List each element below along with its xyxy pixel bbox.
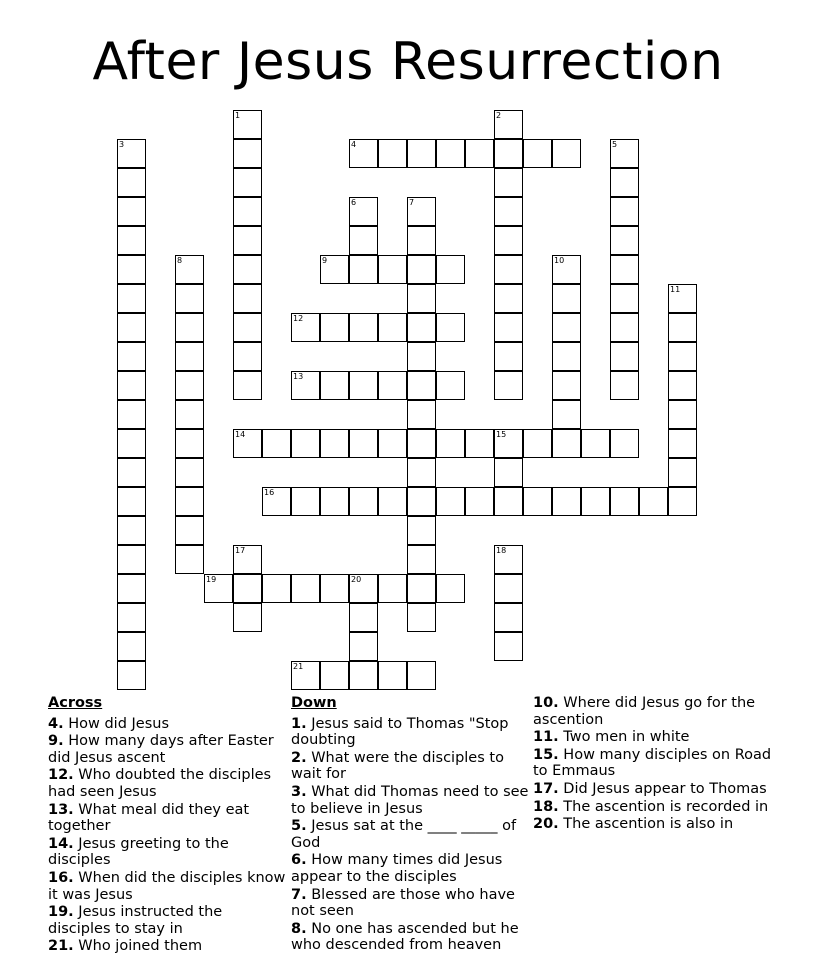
clue-item: [533, 781, 773, 798]
grid-cell[interactable]: [320, 487, 349, 516]
grid-cell[interactable]: [349, 487, 378, 516]
grid-cell[interactable]: [494, 197, 523, 226]
clue-item-text: Jesus sat at the ____ _____ of God: [291, 818, 517, 851]
clue-item: [533, 747, 773, 780]
grid-cell[interactable]: [320, 255, 349, 284]
grid-cell[interactable]: [349, 313, 378, 342]
grid-cell[interactable]: [436, 255, 465, 284]
clue-item: [48, 938, 288, 955]
grid-cell[interactable]: [552, 284, 581, 313]
grid-cell[interactable]: [552, 371, 581, 400]
grid-cell[interactable]: [639, 487, 668, 516]
down-heading: Down: [291, 695, 337, 711]
down-clues-continued: [533, 695, 773, 834]
clue-item: [291, 887, 531, 920]
grid-cell[interactable]: [175, 371, 204, 400]
clue-number: 10: [554, 256, 565, 265]
grid-cell[interactable]: [610, 197, 639, 226]
grid-cell[interactable]: [407, 313, 436, 342]
grid-cell[interactable]: [378, 313, 407, 342]
grid-cell[interactable]: [320, 429, 349, 458]
clue-item-number: 5.: [291, 818, 307, 835]
clue-item-text: Jesus instructed the disciples to stay in: [48, 904, 223, 937]
grid-cell[interactable]: [494, 313, 523, 342]
grid-cell[interactable]: [465, 429, 494, 458]
grid-cell[interactable]: [233, 139, 262, 168]
grid-cell[interactable]: [175, 342, 204, 371]
grid-cell[interactable]: [233, 110, 262, 139]
grid-cell[interactable]: [291, 574, 320, 603]
grid-cell[interactable]: [175, 284, 204, 313]
clue-item: [48, 733, 288, 766]
clue-number: 18: [496, 546, 507, 555]
clue-number: 15: [496, 430, 507, 439]
grid-cell[interactable]: [494, 458, 523, 487]
clue-item-number: 15.: [533, 746, 559, 763]
down-clue-list: [291, 716, 531, 954]
grid-cell[interactable]: [117, 429, 146, 458]
grid-cell[interactable]: [117, 313, 146, 342]
grid-cell[interactable]: [407, 458, 436, 487]
grid-cell[interactable]: [523, 139, 552, 168]
grid-cell[interactable]: [407, 429, 436, 458]
grid-cell[interactable]: [320, 661, 349, 690]
grid-cell[interactable]: [494, 371, 523, 400]
clue-number: 19: [206, 575, 217, 584]
clue-item-number: 2.: [291, 749, 307, 766]
grid-cell[interactable]: [552, 429, 581, 458]
grid-cell[interactable]: [349, 429, 378, 458]
grid-cell[interactable]: [552, 342, 581, 371]
grid-cell[interactable]: [320, 313, 349, 342]
grid-cell[interactable]: [349, 603, 378, 632]
grid-cell[interactable]: [668, 458, 697, 487]
clue-item: [291, 818, 531, 851]
grid-cell[interactable]: [117, 487, 146, 516]
grid-cell[interactable]: [175, 458, 204, 487]
grid-cell[interactable]: [494, 255, 523, 284]
grid-cell[interactable]: [610, 313, 639, 342]
grid-cell[interactable]: [378, 487, 407, 516]
grid-cell[interactable]: [349, 371, 378, 400]
grid-cell[interactable]: [117, 400, 146, 429]
grid-cell[interactable]: [233, 371, 262, 400]
grid-cell[interactable]: [349, 255, 378, 284]
clue-number: 4: [351, 140, 357, 149]
grid-cell[interactable]: [233, 429, 262, 458]
grid-cell[interactable]: [465, 139, 494, 168]
grid-cell[interactable]: [291, 487, 320, 516]
clue-item-text: Jesus greeting to the disciples: [48, 835, 229, 869]
clue-item-number: 13.: [48, 801, 74, 818]
grid-cell[interactable]: [233, 284, 262, 313]
grid-cell[interactable]: [610, 342, 639, 371]
clue-number: 11: [670, 285, 681, 294]
across-clues: [48, 695, 288, 956]
across-clue-list: [48, 716, 288, 955]
clue-item-text: What meal did they eat together: [48, 801, 250, 835]
clue-item-number: 18.: [533, 798, 559, 815]
grid-cell[interactable]: [610, 487, 639, 516]
grid-cell[interactable]: [349, 139, 378, 168]
grid-cell[interactable]: [494, 429, 523, 458]
clue-item-text: How many disciples on Road to Emmaus: [533, 746, 772, 780]
clue-item-text: No one has ascended but he who descended from heaven: [291, 920, 519, 954]
grid-cell[interactable]: [262, 429, 291, 458]
grid-cell[interactable]: [233, 545, 262, 574]
grid-cell[interactable]: [610, 371, 639, 400]
grid-cell[interactable]: [407, 603, 436, 632]
grid-cell[interactable]: [175, 487, 204, 516]
grid-cell[interactable]: [668, 487, 697, 516]
grid-cell[interactable]: [552, 255, 581, 284]
grid-cell[interactable]: [349, 197, 378, 226]
grid-cell[interactable]: [175, 400, 204, 429]
grid-cell[interactable]: [233, 226, 262, 255]
grid-cell[interactable]: [610, 255, 639, 284]
grid-cell[interactable]: [320, 371, 349, 400]
clue-item-number: 9.: [48, 733, 64, 750]
grid-cell[interactable]: [117, 197, 146, 226]
grid-cell[interactable]: [407, 661, 436, 690]
clue-item: [533, 816, 773, 833]
grid-cell[interactable]: [233, 603, 262, 632]
grid-cell[interactable]: [291, 371, 320, 400]
grid-cell[interactable]: [117, 255, 146, 284]
clue-item-text: The ascention is also in: [558, 816, 734, 833]
grid-cell[interactable]: [117, 226, 146, 255]
clue-number: 5: [612, 140, 618, 149]
clue-item-text: What did Thomas need to see to believe in Jesus: [291, 783, 529, 817]
grid-cell[interactable]: [349, 632, 378, 661]
grid-cell[interactable]: [204, 574, 233, 603]
clue-item-text: How did Jesus: [63, 715, 170, 732]
grid-cell[interactable]: [407, 342, 436, 371]
grid-cell[interactable]: [668, 429, 697, 458]
clue-item: [48, 802, 288, 835]
clue-item-number: 12.: [48, 767, 74, 784]
clue-item-text: How many days after Easter did Jesus ascent: [48, 733, 274, 766]
grid-cell[interactable]: [465, 487, 494, 516]
grid-cell[interactable]: [610, 429, 639, 458]
clue-item-number: 19.: [48, 904, 74, 921]
grid-cell[interactable]: [407, 400, 436, 429]
grid-cell[interactable]: [668, 313, 697, 342]
clue-number: 14: [235, 430, 246, 439]
clue-item-text: Who joined them: [73, 938, 203, 955]
clue-item-number: 6.: [291, 852, 307, 869]
clue-item: [48, 716, 288, 733]
grid-cell[interactable]: [117, 632, 146, 661]
grid-cell[interactable]: [233, 313, 262, 342]
grid-cell[interactable]: [233, 342, 262, 371]
clue-number: 7: [409, 198, 415, 207]
grid-cell[interactable]: [349, 661, 378, 690]
clue-number: 1: [235, 111, 241, 120]
clue-item: [291, 716, 531, 749]
grid-cell[interactable]: [233, 255, 262, 284]
grid-cell[interactable]: [378, 661, 407, 690]
clue-item-text: The ascention is recorded in: [558, 798, 769, 815]
grid-cell[interactable]: [407, 255, 436, 284]
grid-cell[interactable]: [291, 661, 320, 690]
grid-cell[interactable]: [523, 487, 552, 516]
clue-item: [48, 870, 288, 903]
grid-cell[interactable]: [610, 168, 639, 197]
grid-cell[interactable]: [494, 603, 523, 632]
grid-cell[interactable]: [436, 139, 465, 168]
grid-cell[interactable]: [610, 226, 639, 255]
grid-cell[interactable]: [436, 313, 465, 342]
grid-cell[interactable]: [436, 429, 465, 458]
grid-cell[interactable]: [668, 342, 697, 371]
clue-number: 9: [322, 256, 328, 265]
grid-cell[interactable]: [349, 574, 378, 603]
grid-cell[interactable]: [117, 603, 146, 632]
grid-cell[interactable]: [175, 313, 204, 342]
clue-item: [533, 799, 773, 816]
grid-cell[interactable]: [494, 139, 523, 168]
grid-cell[interactable]: [117, 545, 146, 574]
clue-item-number: 21.: [48, 938, 74, 955]
puzzle-title: After Jesus Resurrection: [92, 32, 724, 92]
clue-item: [291, 921, 531, 954]
grid-cell[interactable]: [668, 371, 697, 400]
grid-cell[interactable]: [494, 487, 523, 516]
clue-number: 20: [351, 575, 362, 584]
grid-cell[interactable]: [291, 313, 320, 342]
grid-cell[interactable]: [407, 284, 436, 313]
clue-item: [533, 729, 773, 746]
clue-item-text: Where did Jesus go for the ascention: [533, 695, 756, 728]
clue-item-text: Two men in white: [558, 729, 690, 746]
clue-item-number: 3.: [291, 783, 307, 800]
grid-cell[interactable]: [494, 284, 523, 313]
grid-cell[interactable]: [378, 574, 407, 603]
grid-cell[interactable]: [494, 632, 523, 661]
grid-cell[interactable]: [407, 545, 436, 574]
clue-item-text: How many times did Jesus appear to the disciples: [291, 852, 503, 885]
clue-item: [291, 784, 531, 817]
grid-cell[interactable]: [494, 226, 523, 255]
clue-item-number: 11.: [533, 729, 559, 746]
clue-item-number: 8.: [291, 920, 307, 937]
grid-cell[interactable]: [436, 487, 465, 516]
clue-item-number: 20.: [533, 816, 559, 833]
clue-item-text: When did the disciples know it was Jesus: [48, 869, 286, 903]
grid-cell[interactable]: [668, 400, 697, 429]
clue-item-number: 7.: [291, 886, 307, 903]
grid-cell[interactable]: [407, 226, 436, 255]
grid-cell[interactable]: [494, 342, 523, 371]
grid-cell[interactable]: [436, 371, 465, 400]
grid-cell[interactable]: [233, 168, 262, 197]
grid-cell[interactable]: [117, 574, 146, 603]
clue-item-text: Did Jesus appear to Thomas: [558, 780, 767, 797]
clue-item: [48, 836, 288, 869]
grid-cell[interactable]: [320, 574, 349, 603]
grid-cell[interactable]: [117, 139, 146, 168]
grid-cell[interactable]: [523, 429, 552, 458]
grid-cell[interactable]: [581, 487, 610, 516]
clue-item-number: 17.: [533, 780, 559, 797]
grid-cell[interactable]: [407, 371, 436, 400]
grid-cell[interactable]: [610, 139, 639, 168]
grid-cell[interactable]: [117, 168, 146, 197]
clue-item-number: 10.: [533, 695, 559, 711]
grid-cell[interactable]: [175, 545, 204, 574]
grid-cell[interactable]: [494, 574, 523, 603]
clue-item-text: Blessed are those who have not seen: [291, 886, 515, 920]
clue-number: 17: [235, 546, 246, 555]
grid-cell[interactable]: [552, 487, 581, 516]
grid-cell[interactable]: [175, 429, 204, 458]
grid-cell[interactable]: [494, 545, 523, 574]
clue-item-number: 4.: [48, 715, 64, 732]
grid-cell[interactable]: [117, 458, 146, 487]
grid-cell[interactable]: [291, 429, 320, 458]
grid-cell[interactable]: [407, 487, 436, 516]
grid-cell[interactable]: [262, 574, 291, 603]
grid-cell[interactable]: [378, 429, 407, 458]
grid-cell[interactable]: [117, 284, 146, 313]
grid-cell[interactable]: [407, 197, 436, 226]
clue-item-text: What were the disciples to wait for: [291, 749, 504, 783]
grid-cell[interactable]: [233, 197, 262, 226]
grid-cell[interactable]: [552, 400, 581, 429]
across-heading: Across: [48, 695, 103, 711]
clue-number: 13: [293, 372, 304, 381]
grid-cell[interactable]: [349, 226, 378, 255]
clue-item-text: Jesus said to Thomas "Stop doubting: [291, 715, 509, 749]
clue-number: 3: [119, 140, 125, 149]
grid-cell[interactable]: [117, 342, 146, 371]
grid-cell[interactable]: [378, 371, 407, 400]
clue-number: 2: [496, 111, 502, 120]
grid-cell[interactable]: [175, 255, 204, 284]
down-clues: [291, 695, 531, 955]
grid-cell[interactable]: [378, 139, 407, 168]
clue-item-text: Who doubted the disciples had seen Jesus: [48, 767, 272, 800]
grid-cell[interactable]: [436, 574, 465, 603]
grid-cell[interactable]: [610, 284, 639, 313]
clue-item-number: 16.: [48, 869, 74, 886]
clue-number: 6: [351, 198, 357, 207]
grid-cell[interactable]: [494, 168, 523, 197]
clue-item: [533, 695, 773, 728]
grid-cell[interactable]: [117, 661, 146, 690]
grid-cell[interactable]: [407, 516, 436, 545]
clue-number: 16: [264, 488, 275, 497]
grid-cell[interactable]: [117, 516, 146, 545]
clue-item: [291, 852, 531, 885]
grid-cell[interactable]: [262, 487, 291, 516]
grid-cell[interactable]: [407, 139, 436, 168]
clue-item: [48, 904, 288, 937]
clue-item: [48, 767, 288, 800]
clue-number: 21: [293, 662, 304, 671]
clue-item: [291, 750, 531, 783]
clue-number: 12: [293, 314, 304, 323]
clue-item-number: 1.: [291, 715, 307, 732]
down-clue-list-continued: [533, 695, 773, 833]
grid-cell[interactable]: [117, 371, 146, 400]
clue-item-number: 14.: [48, 835, 74, 852]
grid-cell[interactable]: [552, 313, 581, 342]
grid-cell[interactable]: [494, 110, 523, 139]
grid-cell[interactable]: [552, 139, 581, 168]
grid-cell[interactable]: [175, 516, 204, 545]
grid-cell[interactable]: [378, 255, 407, 284]
grid-cell[interactable]: [407, 574, 436, 603]
grid-cell[interactable]: [233, 574, 262, 603]
grid-cell[interactable]: [668, 284, 697, 313]
clue-number: 8: [177, 256, 183, 265]
grid-cell[interactable]: [581, 429, 610, 458]
